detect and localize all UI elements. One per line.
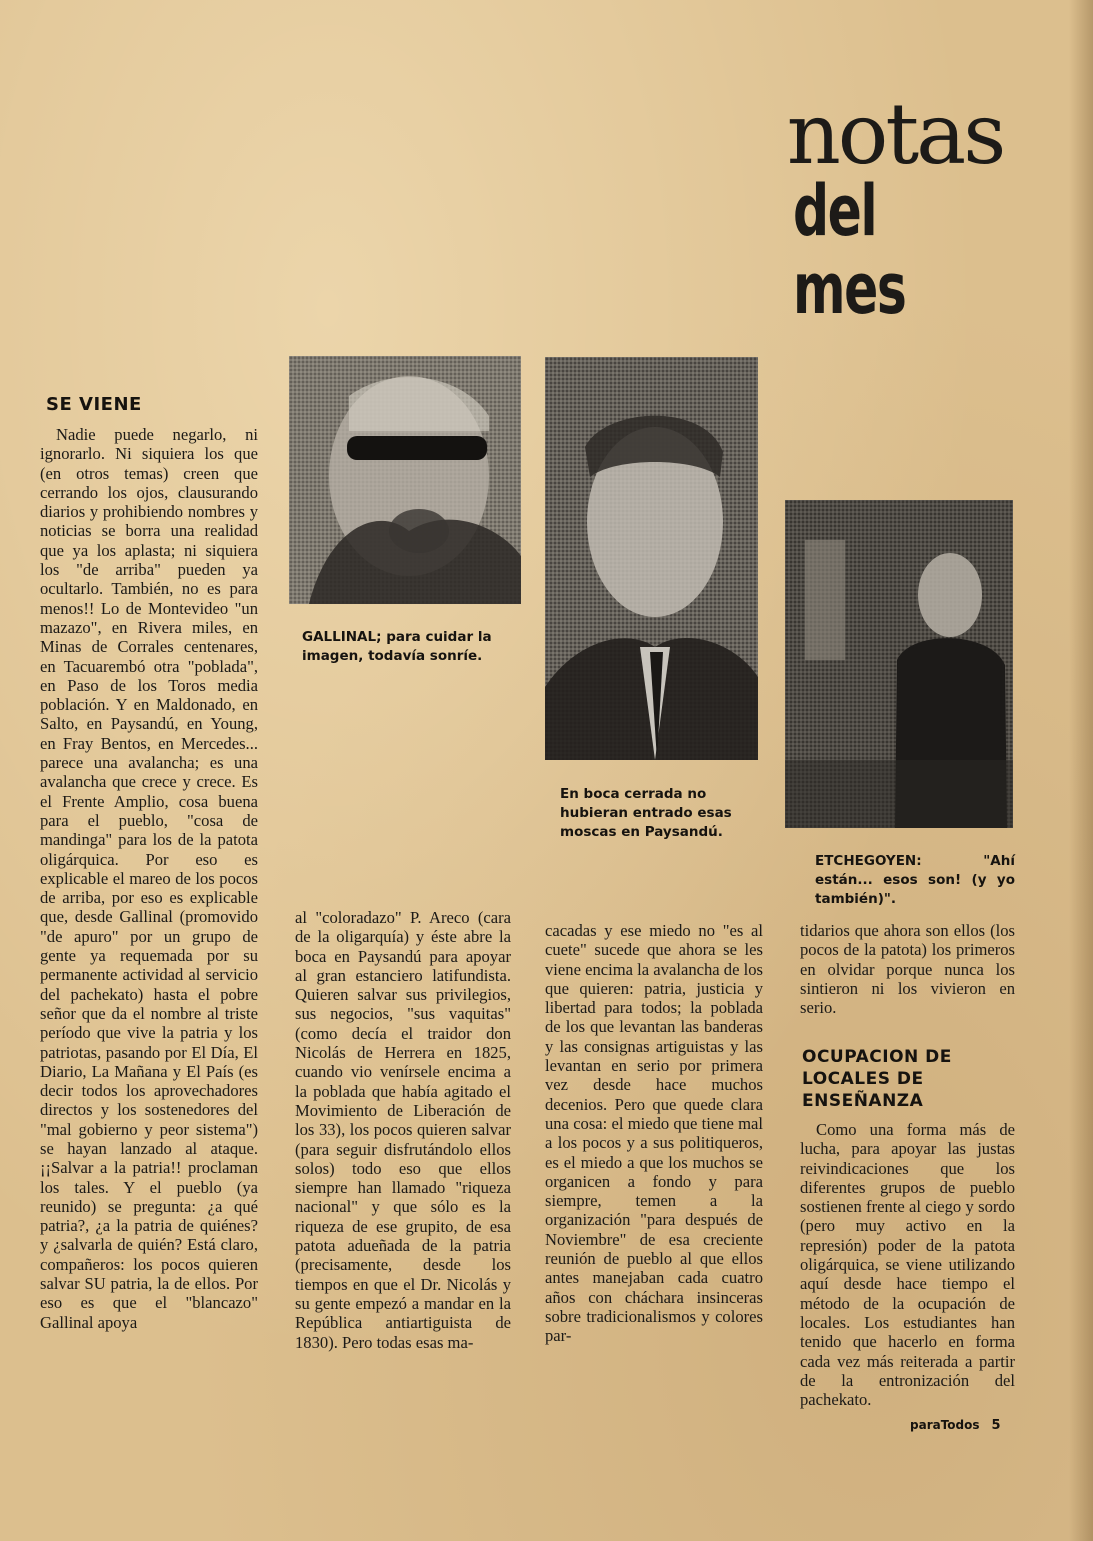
- article-text-col3: cacadas y ese miedo no "es al cuete" sucede que ahora se les viene encima la avalancha de los que quieren: patria, justicia y libertad para todos; la poblada de los que levantan las banderas y las consignas artiguistas y las levantan en serio por primera vez desde hace muchos decenios. Pero que quede clara una cosa: el miedo que tiene mal a los pocos y a sus politiqueros, es el miedo a que los muchos se organicen a fondo y para siempre, temen a la organización "para después de Noviembre" de esa creciente reunión de pueblo al que ellos antes manejaban cada cuatro años con cháchara insinceras sobre tradicionalismos y colores par-: [545, 921, 763, 1346]
- photo-paysandu-caption: En boca cerrada no hubieran entrado esas moscas en Paysandú.: [560, 786, 732, 840]
- photo-etchegoyen-figure: [785, 500, 1013, 828]
- section-title-ocupacion: OCUPACION DE LOCALES DE ENSEÑANZA: [802, 1047, 952, 1111]
- photo-etchegoyen-caption: ETCHEGOYEN: "Ahí están... esos son! (y yo también)".: [815, 853, 1015, 907]
- photo-gallinal: [289, 356, 521, 604]
- article-column-4: [800, 921, 1015, 1017]
- article-text-col2: al "coloradazo" P. Areco (cara de la oligarquía) y éste abre la boca en Paysandú para apoyar al gran estanciero latifundista. Quieren salvar sus privilegios, sus negocios, "sus vaquitas" (como decía el traidor don Nicolás de Herrera en 1825, cuando vio venírsele encima a la poblada que había agitado el Movimiento de Liberación de los 33), los pocos quieren salvar (para seguir disfrutándolo ellos solos) todo eso que ellos siempre han llamado "riqueza nacional" y que sólo es la riqueza de ese grupito, de esa patota adueñada de la patria (precisamente, desde los tiempos en que el Dr. Nicolás y su gente empezó a mandar en la República antiartiguista de 1830). Pero todas esas ma-: [295, 908, 511, 1352]
- article-column-1: [40, 425, 258, 1332]
- photo-paysandu-figure: [545, 357, 758, 760]
- masthead-notas: notas: [786, 85, 1004, 183]
- article-column-4-section2: [800, 1120, 1015, 1409]
- photo-gallinal-caption: GALLINAL; para cuidar la imagen, todavía sonríe.: [302, 629, 492, 664]
- masthead-del-mes: del mes: [793, 170, 906, 330]
- page-footer: [910, 1418, 1001, 1433]
- article-text-col4: tidarios que ahora son ellos (los pocos de la patota) los primeros en olvidar porque nunca los sintieron ni los vivieron en serio.: [800, 921, 1015, 1018]
- photo-paysandu-speaker: [545, 357, 758, 760]
- page-number: 5: [991, 1418, 1001, 1433]
- article-column-2: [295, 908, 511, 1352]
- photo-gallinal-figure: [289, 356, 521, 604]
- section-title-se-viene: SE VIENE: [46, 394, 142, 415]
- article-text-col1: Nadie puede negarlo, ni ignorarlo. Ni siquiera los que (en otros temas) creen que cerrando los ojos, clausurando diarios y prohibiendo nombres y noticias se borra una realidad que ya los aplasta; ni siquiera los "de arriba" pueden ya ocultarlo. También, no es para menos!! Lo de Montevideo "un mazazo", en Rivera miles, en Minas de Corrales centenares, en Tacuarembó otra "poblada", en Paso de los Toros media población. Y en Maldonado, en Salto, en Paysandú, en Young, en Fray Bentos, en Mercedes... parece una avalancha; es una avalancha que crece y crece. Es el Frente Amplio, cosa buena para el pueblo, "cosa de mandinga" para los de la patota oligárquica. Por eso es explicable el mareo de los pocos de arriba, por eso es explicable que, desde Gallinal (promovido "de apuro" por un grupo de gente ya requemada por su permanente actividad al servicio del pachekato) hasta el pobre señor que da el nombre al triste período que vive la patria y los patriotas, pasando por El Día, El Diario, La Mañana y El País (es decir todos los aprovechadores directos y los sostenedores del "mal gobierno y peor sistema") se hayan lanzado al ataque. ¡¡Salvar a la patria!! proclaman los tales. Y el pueblo (ya reunido) se pregunta: ¿a qué patria?, ¿a la patria de quiénes? y ¿salvarla de quién? Está claro, compañeros: los pocos quieren salvar SU patria, la de ellos. Por eso es que el "blancazo" Gallinal apoya: [40, 425, 258, 1332]
- magazine-name: paraTodos: [910, 1418, 980, 1432]
- photo-etchegoyen: [785, 500, 1013, 828]
- page-edge-shadow: [1069, 0, 1093, 1541]
- article-column-3: [545, 921, 763, 1346]
- article-text-section2: Como una forma más de lucha, para apoyar las justas reivindicaciones que los diferentes grupos de pueblo sostienen frente al ciego y sordo (pero muy activo en la represión) poder de la patota oligárquica, se viene utilizando aquí desde hace tiempo el método de la ocupación de locales. Los estudiantes han tenido que hacerlo en forma cada vez más reiterada a partir de la entronización del pachekato.: [800, 1120, 1015, 1410]
